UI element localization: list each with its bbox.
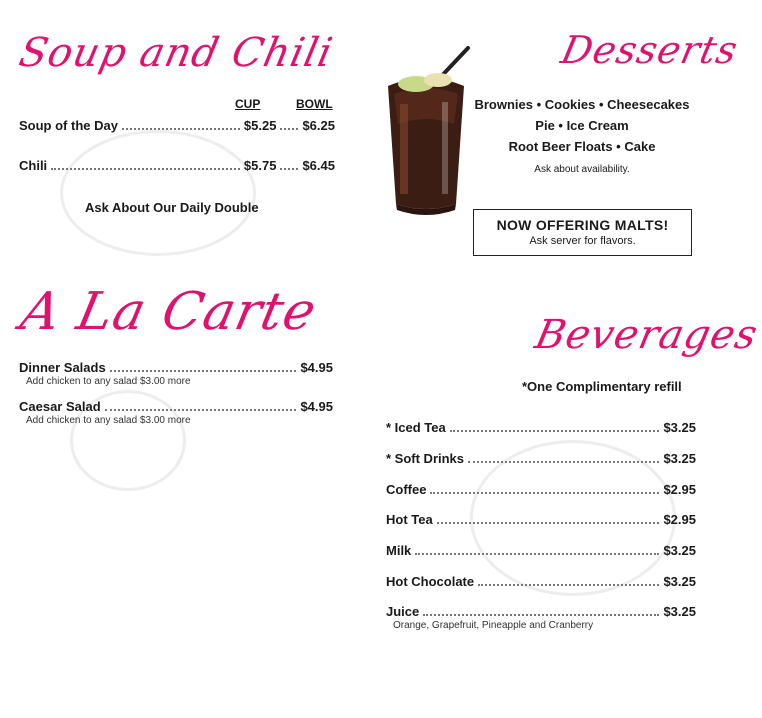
item-name: Caesar Salad bbox=[19, 399, 101, 414]
daily-double-note: Ask About Our Daily Double bbox=[85, 200, 259, 215]
leader-dots bbox=[105, 409, 297, 411]
menu-item-soup-of-the-day bbox=[19, 118, 335, 133]
leader-dots bbox=[122, 128, 240, 130]
beverage-coffee bbox=[386, 482, 696, 497]
item-price: $3.25 bbox=[663, 543, 696, 558]
desserts-availability-note: Ask about availability. bbox=[534, 164, 630, 175]
watermark-circle bbox=[60, 130, 256, 256]
caesar-salad-note: Add chicken to any salad $3.00 more bbox=[26, 415, 191, 426]
cup-price: $5.25 bbox=[243, 118, 277, 133]
malts-note: Ask server for flavors. bbox=[529, 235, 636, 247]
cup-column-header: CUP bbox=[235, 97, 261, 111]
leader-dots bbox=[423, 614, 659, 616]
item-price: $3.25 bbox=[663, 604, 696, 619]
leader-dots bbox=[430, 492, 659, 494]
dinner-salads-note: Add chicken to any salad $3.00 more bbox=[26, 376, 191, 387]
soup-section-title: Soup and Chili bbox=[15, 30, 338, 76]
beverage-iced-tea bbox=[386, 420, 696, 435]
leader-dots bbox=[280, 128, 298, 130]
menu-item-caesar-salad bbox=[19, 399, 333, 414]
beverage-juice bbox=[386, 604, 696, 619]
bowl-column-header: BOWL bbox=[296, 97, 333, 111]
item-price: $2.95 bbox=[663, 482, 696, 497]
menu-item-chili bbox=[19, 158, 335, 173]
leader-dots bbox=[51, 168, 240, 170]
leader-dots bbox=[280, 168, 298, 170]
iced-soda-glass-icon bbox=[376, 44, 476, 216]
bowl-price: $6.45 bbox=[302, 158, 335, 173]
a-la-carte-section-title: A La Carte bbox=[15, 282, 322, 342]
item-price: $3.25 bbox=[663, 451, 696, 466]
cup-price: $5.75 bbox=[243, 158, 277, 173]
item-name: Milk bbox=[386, 543, 412, 558]
malts-callout-box bbox=[473, 209, 692, 256]
item-price: $4.95 bbox=[300, 399, 333, 414]
item-name: Hot Chocolate bbox=[386, 574, 475, 589]
item-name: Chili bbox=[19, 158, 48, 173]
leader-dots bbox=[468, 461, 659, 463]
leader-dots bbox=[415, 553, 659, 555]
desserts-line-3: Root Beer Floats • Cake bbox=[508, 139, 656, 154]
item-name: Hot Tea bbox=[386, 512, 433, 527]
item-name: Dinner Salads bbox=[19, 360, 106, 375]
leader-dots bbox=[437, 522, 660, 524]
item-price: $2.95 bbox=[663, 512, 696, 527]
item-name: Soup of the Day bbox=[19, 118, 118, 133]
menu-item-dinner-salads bbox=[19, 360, 333, 375]
leader-dots bbox=[110, 370, 297, 372]
bowl-price: $6.25 bbox=[302, 118, 335, 133]
juice-flavors-note: Orange, Grapefruit, Pineapple and Cranberry bbox=[393, 620, 594, 631]
beverage-soft-drinks bbox=[386, 451, 696, 466]
beverages-section-title: Beverages bbox=[531, 312, 762, 358]
beverage-hot-tea bbox=[386, 512, 696, 527]
leader-dots bbox=[450, 430, 660, 432]
desserts-section-title: Desserts bbox=[557, 28, 743, 72]
desserts-line-2: Pie • Ice Cream bbox=[535, 118, 629, 133]
desserts-line-1: Brownies • Cookies • Cheesecakes bbox=[474, 97, 690, 112]
item-price: $4.95 bbox=[300, 360, 333, 375]
item-price: $3.25 bbox=[663, 574, 696, 589]
item-price: $3.25 bbox=[663, 420, 696, 435]
item-name: Coffee bbox=[386, 482, 427, 497]
malts-title: NOW OFFERING MALTS! bbox=[496, 217, 669, 233]
beverage-milk bbox=[386, 543, 696, 558]
item-name: * Iced Tea bbox=[386, 420, 446, 435]
refill-note: *One Complimentary refill bbox=[522, 379, 682, 394]
item-name: * Soft Drinks bbox=[386, 451, 465, 466]
leader-dots bbox=[478, 584, 659, 586]
beverage-hot-chocolate bbox=[386, 574, 696, 589]
item-name: Juice bbox=[386, 604, 420, 619]
